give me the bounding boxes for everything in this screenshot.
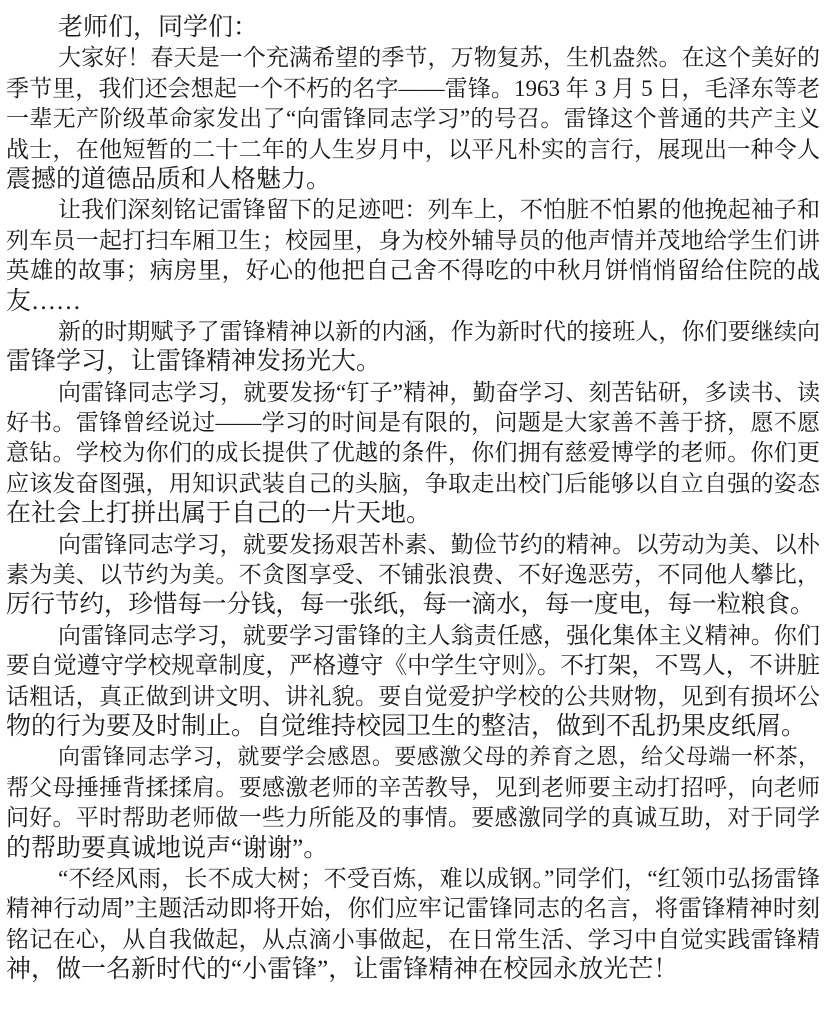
text-line: 季节里，我们还会想起一个不朽的名字——雷锋。1963 年 3 月 5 日，毛泽东等老 <box>6 75 820 101</box>
paragraph <box>6 742 820 864</box>
text-line: 神，做一名新时代的“小雷锋”，让雷锋精神在校园永放光芒！ <box>6 956 679 984</box>
text-line: 意钻。学校为你们的成长提供了优越的条件，你们拥有慈爱博学的老师。你们更 <box>6 440 820 466</box>
paragraph <box>6 621 820 743</box>
text-line: 帮父母捶捶背揉揉肩。要感激老师的辛苦教导，见到老师要主动打招呼，向老师 <box>6 774 820 800</box>
paragraph <box>6 530 820 621</box>
text-line: 精神行动周”主题活动即将开始，你们应牢记雷锋同志的名言，将雷锋精神时刻 <box>6 896 820 923</box>
text-line: 应该发奋图强，用知识武装自己的头脑，争取走出校门后能够以自立自强的姿态 <box>6 470 820 496</box>
text-line: 雷锋学习，让雷锋精神发扬光大。 <box>6 348 382 376</box>
text-line: 素为美、以节约为美。不贪图享受、不铺张浪费、不好逸恶劳，不同他人攀比， <box>6 562 820 588</box>
text-line: 向雷锋同志学习，就要发扬艰苦朴素、勤俭节约的精神。以劳动为美、以朴 <box>58 531 820 557</box>
salutation <box>6 13 820 43</box>
text-line: 让我们深刻铭记雷锋留下的足迹吧：列车上，不怕脏不怕累的他挽起袖子和 <box>58 197 820 223</box>
text-line: 向雷锋同志学习，就要发扬“钉子”精神，勤奋学习、刻苦钻研，多读书、读 <box>58 379 820 405</box>
text-line: “不经风雨，长不成大树；不受百炼，难以成钢。”同学们，“红领巾弘扬雷锋 <box>58 865 820 891</box>
text-line: 向雷锋同志学习，就要学习雷锋的主人翁责任感，强化集体主义精神。你们 <box>58 622 820 648</box>
speech-document <box>6 13 820 986</box>
text-line: 厉行节约，珍惜每一分钱，每一张纸，每一滴水，每一度电，每一粒粮食。 <box>6 591 815 619</box>
text-line: 大家好！春天是一个充满希望的季节，万物复苏，生机盎然。在这个美好的 <box>58 45 820 71</box>
paragraph <box>6 43 820 195</box>
text-line: 物的行为要及时制止。自觉维持校园卫生的整洁，做到不乱扔果皮纸屑。 <box>6 712 807 740</box>
text-line: 在社会上打拼出属于自己的一片天地。 <box>6 500 432 528</box>
text-line: 要自觉遵守学校规章制度，严格遵守《中学生守则》。不打架，不骂人，不讲脏 <box>6 653 820 680</box>
paragraph <box>6 317 820 378</box>
text-line: 的帮助要真诚地说声“谢谢”。 <box>6 834 329 862</box>
paragraph <box>6 864 820 986</box>
text-line: 问好。平时帮助老师做一些力所能及的事情。要感激同学的真诚互助，对于同学 <box>6 805 820 831</box>
text-line: 话粗话，真正做到讲文明、讲礼貌。要自觉爱护学校的公共财物，见到有损坏公 <box>6 683 820 709</box>
text-line: 好书。雷锋曾经说过——学习的时间是有限的，问题是大家善不善于挤，愿不愿 <box>6 410 820 436</box>
text-line: 一辈无产阶级革命家发出了“向雷锋同志学习”的号召。雷锋这个普通的共产主义 <box>6 106 820 132</box>
text-line: 新的时期赋予了雷锋精神以新的内涵，作为新时代的接班人，你们要继续向 <box>58 318 820 344</box>
paragraph <box>6 378 820 530</box>
text-line: 震撼的道德品质和人格魅力。 <box>6 165 332 193</box>
text-line: 列车员一起打扫车厢卫生；校园里，身为校外辅导员的他声情并茂地给学生们讲 <box>6 227 820 253</box>
text-line: 老师们，同学们： <box>58 14 259 41</box>
paragraph <box>6 195 820 317</box>
text-line: 铭记在心，从自我做起，从点滴小事做起，在日常生活、学习中自觉实践雷锋精 <box>6 926 820 952</box>
text-line: 友…… <box>6 287 82 315</box>
text-line: 战士，在他短暂的二十二年的人生岁月中，以平凡朴实的言行，展现出一种令人 <box>6 136 820 162</box>
text-line: 英雄的故事；病房里，好心的他把自己舍不得吃的中秋月饼悄悄留给住院的战 <box>6 258 820 285</box>
text-line: 向雷锋同志学习，就要学会感恩。要感激父母的养育之恩，给父母端一杯茶， <box>58 744 820 770</box>
